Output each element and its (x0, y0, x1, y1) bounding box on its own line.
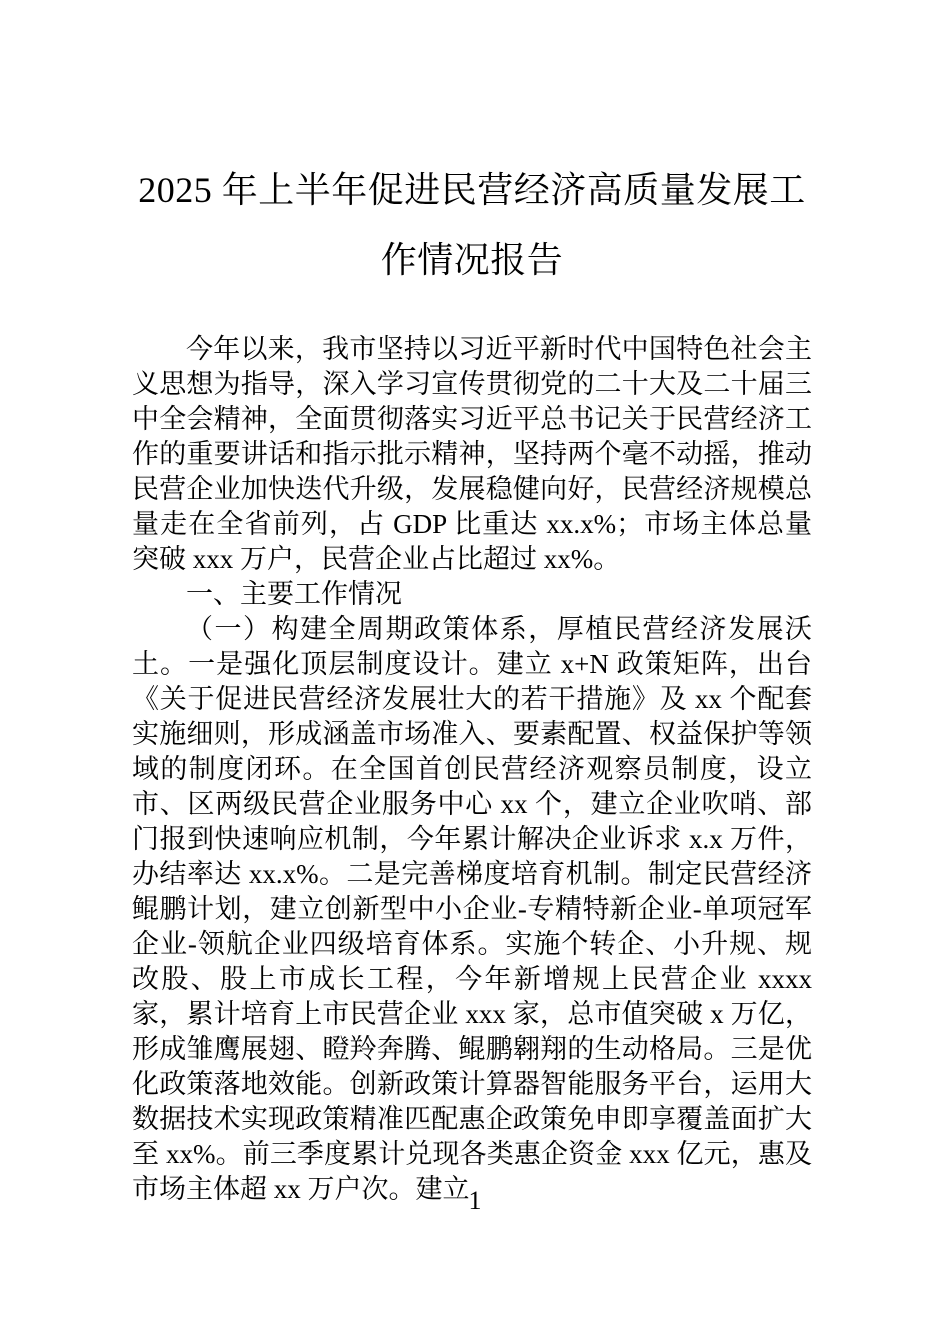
page-number: 1 (468, 1186, 482, 1215)
document-title: 2025 年上半年促进民营经济高质量发展工作情况报告 (138, 170, 806, 280)
document-body (132, 332, 812, 1207)
body-paragraph-intro: 今年以来，我市坚持以习近平新时代中国特色社会主义思想为指导，深入学习宣传贯彻党的二十大及二十届三中全会精神，全面贯彻落实习近平总书记关于民营经济工作的重要讲话和指示批示精神，坚持两个毫不动摇，推动民营企业加快迭代升级，发展稳健向好，民营经济规模总量走在全省前列，占 GDP 比重达 xx.x%；市场主体总量突破 xxx 万户，民营企业占比超过 xx%。 (132, 334, 812, 574)
body-paragraph-section-one: （一）构建全周期政策体系，厚植民营经济发展沃土。一是强化顶层制度设计。建立 x+N 政策矩阵，出台《关于促进民营经济发展壮大的若干措施》及 xx 个配套实施细则，形成涵盖市场准入、要素配置、权益保护等领域的制度闭环。在全国首创民营经济观察员制度，设立市、区两级民营企业服务中心 xx 个，建立企业吹哨、部门报到快速响应机制，今年累计解决企业诉求 x.x 万件，办结率达 xx.x%。二是完善梯度培育机制。制定民营经济鲲鹏计划，建立创新型中小企业-专精特新企业-单项冠军企业-领航企业四级培育体系。实施个转企、小升规、规改股、股上市成长工程，今年新增规上民营企业 xxxx 家，累计培育上市民营企业 xxx 家，总市值突破 x 万亿，形成雏鹰展翅、瞪羚奔腾、鲲鹏翱翔的生动格局。三是优化政策落地效能。创新政策计算器智能服务平台，运用大数据技术实现政策精准匹配惠企政策免申即享覆盖面扩大至 xx%。前三季度累计兑现各类惠企资金 xxx 亿元，惠及市场主体超 xx 万户次。建立 (132, 614, 812, 1204)
section-heading-main-work: 一、主要工作情况 (186, 579, 402, 609)
